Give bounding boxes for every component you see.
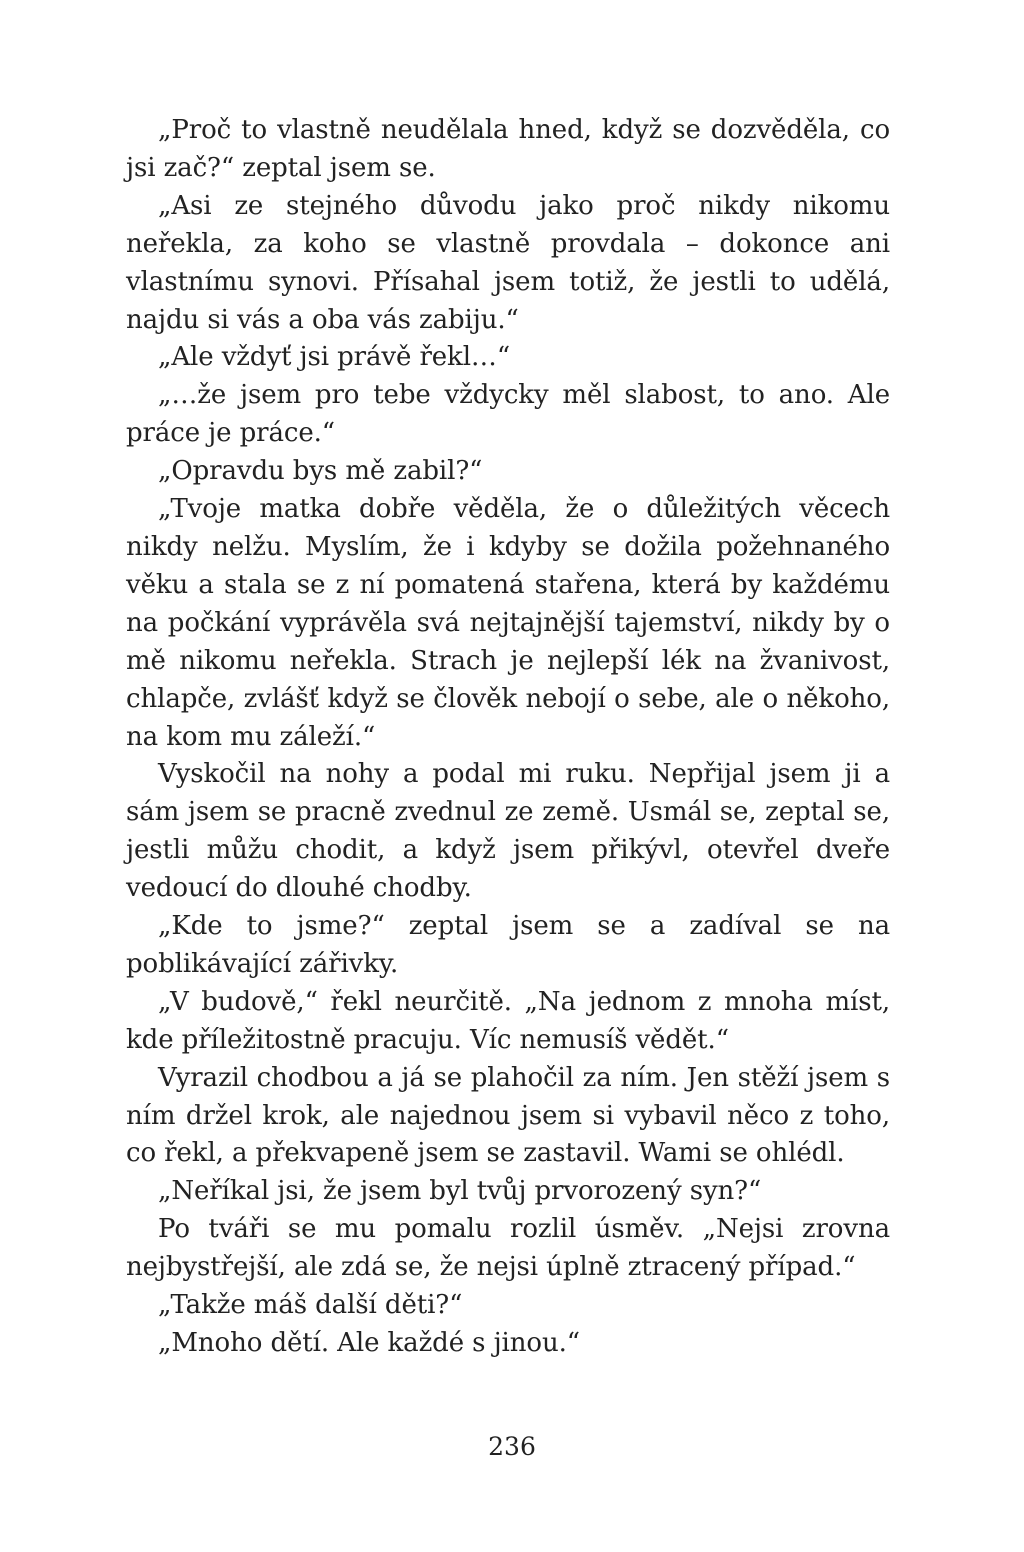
paragraph: „Opravdu bys mě zabil?“ bbox=[158, 456, 483, 487]
paragraph: „V budově,“ řekl neurčitě. „Na jednom z mnoha míst, kde příležitostně pracuju. Víc nemusíš vědět.“ bbox=[126, 986, 890, 1055]
paragraph: „Neříkal jsi, že jsem byl tvůj prvorozený syn?“ bbox=[158, 1176, 762, 1207]
paragraph: „Asi ze stejného důvodu jako proč nikdy nikomu neřekla, za koho se vlastně provdala – dokonce ani vlastnímu synovi. Přísahal jsem totiž, že jestli to udělá, najdu si vás a oba vás zabiju.“ bbox=[126, 190, 890, 335]
paragraph: Po tváři se mu pomalu rozlil úsměv. „Nejsi zrovna nejbystřejší, ale zdá se, že nejsi úplně ztracený případ.“ bbox=[126, 1214, 890, 1283]
paragraph: Vyrazil chodbou a já se plahočil za ním. Jen stěží jsem s ním držel krok, ale najednou jsem si vybavil něco z toho, co řekl, a překvapeně jsem se zastavil. Wami se ohlédl. bbox=[126, 1062, 890, 1169]
book-page bbox=[126, 112, 890, 1363]
page-number: 236 bbox=[488, 1432, 536, 1461]
paragraph: „Takže máš další děti?“ bbox=[158, 1290, 463, 1321]
paragraph: „Proč to vlastně neudělala hned, když se dozvěděla, co jsi zač?“ zeptal jsem se. bbox=[126, 115, 890, 183]
paragraph: Vyskočil na nohy a podal mi ruku. Nepřijal jsem ji a sám jsem se pracně zvednul ze země. Usmál se, zeptal se, jestli můžu chodit, a když jsem přikývl, otevřel dveře vedoucí do dlouhé chodby. bbox=[126, 759, 890, 904]
paragraph: „Tvoje matka dobře věděla, že o důležitých věcech nikdy nelžu. Myslím, že i kdyby se dožila požehnaného věku a stala se z ní pomatená stařena, která by každému na počkání vyprávěla svá nejtajnější tajemství, nikdy by o mě nikomu neřekla. Strach je nejlepší lék na žvanivost, chlapče, zvlášť když se člověk nebojí o sebe, ale o někoho, na kom mu záleží.“ bbox=[126, 494, 890, 752]
paragraph: „Kde to jsme?“ zeptal jsem se a zadíval se na poblikávající zářivky. bbox=[126, 911, 890, 979]
paragraph: „Mnoho dětí. Ale každé s jinou.“ bbox=[158, 1328, 580, 1358]
paragraph: „Ale vždyť jsi právě řekl…“ bbox=[158, 342, 511, 373]
paragraph: „…že jsem pro tebe vždycky měl slabost, to ano. Ale práce je práce.“ bbox=[126, 380, 890, 449]
body-text bbox=[126, 112, 890, 1363]
